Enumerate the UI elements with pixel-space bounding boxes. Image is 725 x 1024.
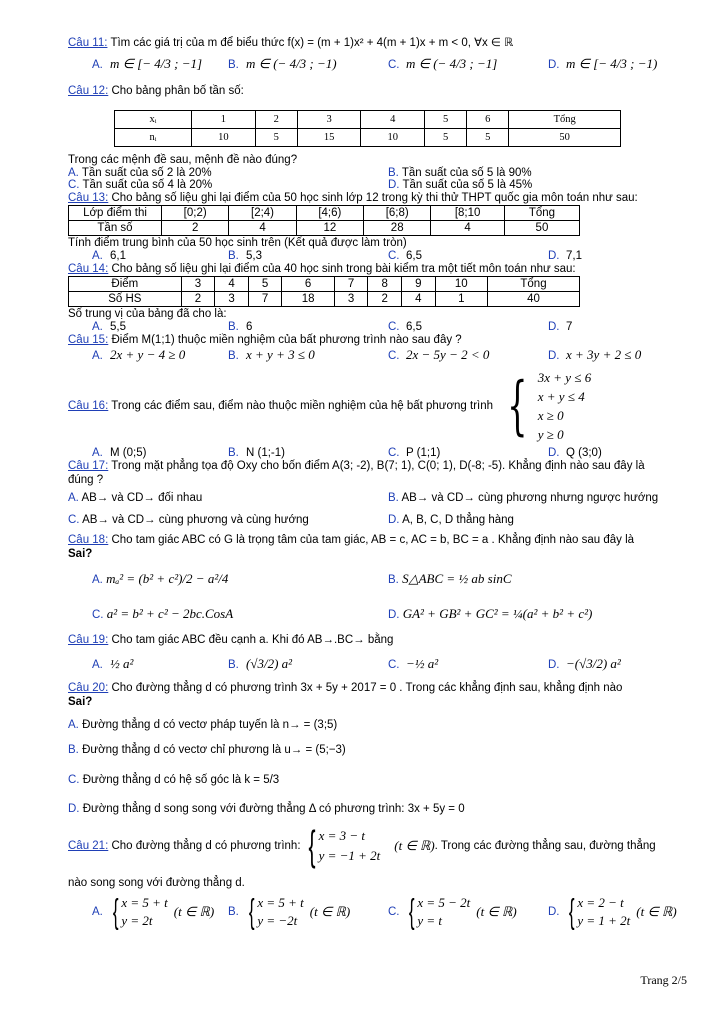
options-13	[92, 250, 688, 262]
option-a: Đường thẳng d có vectơ pháp tuyến là n→ = (3;5)	[82, 719, 338, 731]
table-cell: Số HS	[69, 292, 182, 307]
table-cell: Tổng	[509, 111, 621, 129]
options-21	[92, 890, 688, 934]
question-11	[68, 36, 688, 50]
table-cell: 6	[282, 277, 334, 292]
option-c: C. −½ a²	[388, 656, 439, 671]
inequality-system: { 3x + y ≤ 6 x + y ≤ 4 x ≥ 0 y ≥ 0	[507, 369, 592, 443]
options-11	[92, 56, 688, 82]
table-cell: [6;8)	[364, 206, 431, 221]
option-c: Đường thẳng d có hệ số góc là k = 5/3	[82, 774, 280, 786]
option-b: Tần suất của số 5 là 90%	[401, 167, 532, 179]
question-text: Cho đường thẳng d có phương trình:	[111, 840, 301, 852]
option-c: C. m ∈ (− 4/3 ; −1]	[388, 56, 498, 71]
exam-page: Câu 11: Tìm các giá trị của m để biểu thức f(x) = (m + 1)x² + 4(m + 1)x + m < 0, ∀x ∈ ℝ A. m ∈ [− 4/3 ; −1] B. m ∈ (− 4/3 ; −1) C. m ∈ (− 4/3 ; −1] D. m ∈ [− 4/3 ; −1) Câu 12: Cho bảng phân bố tần số: xᵢ 1 2 3 4 5 6 Tổng nᵢ 10 5 15 10 5 5 50 Trong các mệnh đề sau, mệnh đề nào đúng? A. Tần suất của số 2 là 20% B. Tần suất của số 5 là 90% C. Tần suất của số 4 là 20% D. Tần suất của số 5 là 45% Câu 13: Cho bảng số liệu ghi lại điểm của 50 học sinh lớp 12 trong kỳ thi thử THPT quốc gia môn toán như sau: Lớp điểm thi [0;2) [2;4) [4;6) [6;8) [8;10 Tổng Tần số 2 4 12 28 4 50 Tính điểm trung bình của 50 học sinh trên (Kết quả được làm tròn) A. 6,1 B. 5,3 C. 6,5 D. 7,1 Câu 14: Cho bảng số liệu ghi lại điểm của 40 học sinh trong bài kiểm tra một tiết môn toán như sau: Điểm 3 4 5 6 7 8 9 10 Tổng Số HS 2 3 7 18 3 2 4 1 40 Số trung vị của bảng đã cho là: A. 5,5 B. 6 C. 6,5 D. 7 Câu 15: Điểm M(1;1) thuộc miền nghiệm của bất phương trình nào sau đây ? A. 2x + y − 4 ≥ 0 B. x + y + 3 ≤ 0 C. 2x − 5y − 2 < 0 D. x + 3y + 2 ≤ 0 Câu 16: Trong các điểm sau, điểm nào thuộc miền nghiệm của hệ bất phương trình { 3x + y ≤ 6 x + y ≤ 4 x ≥ 0 y ≥ 0 A. M (0;5) B. N (1;-1) C. P (1;1) D. Q (3;0) Câu 17: Trong mặt phẳng tọa độ Oxy cho bốn điểm A(3; -2), B(7; 1), C(0; 1), D(-8; -5). Khẳng định nào sau đây là đúng ? A. AB→ và CD→ đối nhau B. AB→ và CD→ cùng phương nhưng ngược hướng C. AB→ và CD→ cùng phương và cùng hướng D. A, B, C, D thẳng hàng Câu 18: Cho tam giác ABC có G là trọng tâm của tam giác, AB = c, AC = b, BC = a . Khẳng định nào sau đây là Sai? A. mₐ² = (b² + c²)/2 − a²/4 B. S△ABC = ½ ab sinC C. a² = b² + c² − 2bc.CosA D. GA² + GB² + GC² = ¼(a² + b² + c²) Câu 19: Cho tam giác ABC đều cạnh a. Khi đó AB→.BC→ bằng A. ½ a² B. (√3/2) a² C. −½ a² D. −(√3/2) a² Câu 20: Cho đường thẳng d có phương trình 3x + 5y + 2017 = 0 . Trong các khẳng định sau, khẳng định nào Sai? A. Đường thẳng d có vectơ pháp tuyến là n→ = (3;5) B. Đường thẳng d có vectơ chỉ phương là u→ = (5;−3) C. Đường thẳng d có hệ số góc là k = 5/3 D. Đường thẳng d song song với đường thẳng Δ có phương trình: 3x + 5y = 0 Câu 21: Cho đường thẳng d có phương trình: { x = 3 − t y = −1 + 2t (t ∈ ℝ) . Trong các đường thẳng sau, đường thẳng nào song song với đường thẳng d. A. { x = 5 + t y = 2t (t ∈ ℝ) B. { x = 5 + t y = −2t (t ∈ ℝ) C. { x = 5 − 2t y = t (t ∈ ℝ) D. { x = 2 − t y = 1 + 2t (t ∈ ℝ)	[68, 36, 688, 934]
option-c: C. 2x − 5y − 2 < 0	[388, 347, 490, 362]
table-cell: 3	[215, 292, 249, 307]
option-a: A. { x = 5 + t y = 2t (t ∈ ℝ)	[92, 892, 215, 931]
question-prompt: Tính điểm trung bình của 50 học sinh trên (Kết quả được làm tròn)	[68, 237, 407, 249]
option-b: B. { x = 5 + t y = −2t (t ∈ ℝ)	[228, 892, 351, 931]
question-text: Trong các điểm sau, điểm nào thuộc miền nghiệm của hệ bất phương trình	[111, 400, 494, 412]
score-table-13	[68, 205, 580, 236]
question-text-cont: Sai?	[68, 696, 93, 708]
table-cell: Điểm	[69, 277, 182, 292]
option-b: AB→ và CD→ cùng phương nhưng ngược hướng	[401, 492, 659, 504]
option-d: D. 7	[548, 321, 573, 333]
option-b: B. (√3/2) a²	[228, 656, 293, 671]
question-text: Cho bảng số liệu ghi lại điểm của 40 học sinh trong bài kiểm tra một tiết môn toán như sau:	[111, 263, 576, 275]
table-cell: 28	[364, 221, 431, 236]
option-a: mₐ² = (b² + c²)/2 − a²/4	[106, 571, 229, 586]
table-cell: 2	[368, 292, 402, 307]
table-cell: 5	[467, 129, 509, 147]
question-text: Điểm M(1;1) thuộc miền nghiệm của bất phương trình nào sau đây ?	[111, 334, 462, 346]
question-text-cont: Sai?	[68, 548, 93, 560]
option-d: D. −(√3/2) a²	[548, 656, 621, 671]
table-cell: 18	[282, 292, 334, 307]
option-d: D. m ∈ [− 4/3 ; −1)	[548, 56, 658, 71]
question-text: Cho tam giác ABC đều cạnh a. Khi đó AB→.BC→ bằng	[111, 634, 394, 646]
question-15	[68, 333, 688, 347]
table-cell: 3	[297, 111, 361, 129]
option-d: GA² + GB² + GC² = ¼(a² + b² + c²)	[402, 606, 593, 621]
table-cell: Tổng	[504, 206, 579, 221]
table-cell: 9	[402, 277, 436, 292]
table-cell: 5	[248, 277, 282, 292]
option-c: C. { x = 5 − 2t y = t (t ∈ ℝ)	[388, 892, 517, 931]
option-a: A. ½ a²	[92, 656, 134, 671]
table-cell: xᵢ	[115, 111, 192, 129]
question-number: Câu 12:	[68, 85, 109, 97]
option-d: A, B, C, D thẳng hàng	[402, 514, 514, 526]
option-b: B. x + y + 3 ≤ 0	[228, 347, 315, 362]
option-c: C. 6,5	[388, 321, 422, 333]
table-cell: 3	[334, 292, 368, 307]
option-a: A. 6,1	[92, 250, 126, 262]
option-d: Đường thẳng d song song với đường thẳng Δ có phương trình: 3x + 5y = 0	[82, 803, 465, 815]
table-cell: 5	[425, 111, 467, 129]
table-cell: 1	[435, 292, 487, 307]
option-b: S△ABC = ½ ab sinC	[402, 571, 512, 586]
table-cell: 10	[435, 277, 487, 292]
question-20	[68, 681, 688, 695]
question-number: Câu 20:	[68, 682, 109, 694]
table-cell: [0;2)	[162, 206, 229, 221]
option-a: A. 2x + y − 4 ≥ 0	[92, 347, 186, 362]
option-b: B. N (1;-1)	[228, 447, 285, 459]
table-cell: 12	[296, 221, 363, 236]
table-cell: 4	[215, 277, 249, 292]
table-cell: 50	[504, 221, 579, 236]
question-text: Cho tam giác ABC có G là trọng tâm của tam giác, AB = c, AC = b, BC = a . Khẳng định nào sau đây là	[111, 534, 635, 546]
question-number: Câu 18:	[68, 534, 109, 546]
option-a: A. 5,5	[92, 321, 126, 333]
options-20: A. Đường thẳng d có vectơ pháp tuyến là n→ = (3;5) B. Đường thẳng d có vectơ chỉ phương là u→ = (5;−3) C. Đường thẳng d có hệ số góc là k = 5/3 D. Đường thẳng d song song với đường thẳng Δ có phương trình: 3x + 5y = 0	[68, 719, 465, 815]
option-c: Tần suất của số 4 là 20%	[82, 179, 213, 191]
score-table-14	[68, 276, 580, 307]
option-b: B. 5,3	[228, 250, 262, 262]
frequency-table-12	[114, 110, 621, 147]
table-cell: 10	[192, 129, 256, 147]
option-a: A. M (0;5)	[92, 447, 147, 459]
table-cell: nᵢ	[115, 129, 192, 147]
table-cell: 2	[181, 292, 215, 307]
table-cell: 5	[425, 129, 467, 147]
table-cell: 6	[467, 111, 509, 129]
table-cell: 4	[402, 292, 436, 307]
options-19	[92, 647, 688, 681]
question-text: Cho đường thẳng d có phương trình 3x + 5y + 2017 = 0 . Trong các khẳng định sau, khẳng định nào	[111, 682, 623, 694]
option-d: D. { x = 2 − t y = 1 + 2t (t ∈ ℝ)	[548, 892, 677, 931]
question-12	[68, 84, 688, 98]
question-21: Câu 21: Cho đường thẳng d có phương trình: { x = 3 − t y = −1 + 2t (t ∈ ℝ) . Trong các đường thẳng sau, đường thẳng	[68, 822, 656, 869]
option-a: A. m ∈ [− 4/3 ; −1]	[92, 56, 203, 71]
table-cell: 50	[509, 129, 621, 147]
question-prompt: Số trung vị của bảng đã cho là:	[68, 308, 227, 320]
table-cell: 4	[431, 221, 505, 236]
options-15	[92, 347, 688, 363]
table-cell: [4;6)	[296, 206, 363, 221]
table-cell: [8;10	[431, 206, 505, 221]
question-text-cont: nào song song với đường thẳng d.	[68, 877, 245, 889]
table-cell: 5	[255, 129, 297, 147]
option-c: C. 6,5	[388, 250, 422, 262]
question-number: Câu 15:	[68, 334, 109, 346]
option-c: AB→ và CD→ cùng phương và cùng hướng	[82, 514, 309, 526]
question-text-cont: đúng ?	[68, 474, 104, 486]
table-cell: 40	[488, 292, 580, 307]
option-c: C. P (1;1)	[388, 447, 441, 459]
table-cell: 3	[181, 277, 215, 292]
option-d: D. x + 3y + 2 ≤ 0	[548, 347, 642, 362]
question-number: Câu 14:	[68, 263, 109, 275]
question-text: Cho bảng số liệu ghi lại điểm của 50 học sinh lớp 12 trong kỳ thi thử THPT quốc gia môn toán như sau:	[111, 192, 638, 204]
question-number: Câu 13:	[68, 192, 109, 204]
option-b: B. m ∈ (− 4/3 ; −1)	[228, 56, 337, 71]
question-prompt: Trong các mệnh đề sau, mệnh đề nào đúng?	[68, 154, 298, 166]
table-cell: [2;4)	[229, 206, 296, 221]
table-cell: 4	[361, 111, 425, 129]
option-a: AB→ và CD→ đối nhau	[81, 492, 203, 504]
table-cell: 7	[334, 277, 368, 292]
options-16	[92, 447, 688, 459]
question-number: Câu 17:	[68, 460, 109, 472]
option-b: B. 6	[228, 321, 253, 333]
question-number: Câu 21:	[68, 840, 109, 852]
question-number: Câu 19:	[68, 634, 109, 646]
question-number: Câu 11:	[68, 37, 108, 49]
table-cell: 2	[255, 111, 297, 129]
option-c: a² = b² + c² − 2bc.CosA	[106, 606, 234, 621]
page-number: Trang 2/5	[640, 973, 687, 987]
option-d: Tần suất của số 5 là 45%	[402, 179, 533, 191]
question-14	[68, 262, 688, 276]
option-a: Tần suất của số 2 là 20%	[81, 167, 212, 179]
option-d: D. 7,1	[548, 250, 582, 262]
question-19	[68, 633, 688, 647]
table-cell: 2	[162, 221, 229, 236]
question-17	[68, 459, 688, 473]
question-text: Cho bảng phân bố tần số:	[111, 85, 244, 97]
question-13	[68, 191, 688, 205]
question-number: Câu 16:	[68, 400, 109, 412]
option-b: Đường thẳng d có vectơ chỉ phương là u→ = (5;−3)	[82, 744, 346, 756]
question-text: Trong mặt phẳng tọa độ Oxy cho bốn điểm A(3; -2), B(7; 1), C(0; 1), D(-8; -5). Khẳng định nào sau đây là	[111, 460, 645, 472]
option-d: D. Q (3;0)	[548, 447, 602, 459]
table-cell: Tổng	[488, 277, 580, 292]
table-cell: Tần số	[69, 221, 162, 236]
table-cell: 10	[361, 129, 425, 147]
table-cell: 4	[229, 221, 296, 236]
table-cell: 8	[368, 277, 402, 292]
table-cell: 15	[297, 129, 361, 147]
table-cell: 1	[192, 111, 256, 129]
table-cell: Lớp điểm thi	[69, 206, 162, 221]
question-18	[68, 533, 688, 547]
question-16	[68, 367, 688, 445]
options-14	[92, 321, 688, 333]
table-cell: 7	[248, 292, 282, 307]
question-text: Tìm các giá trị của m để biểu thức f(x) = (m + 1)x² + 4(m + 1)x + m < 0, ∀x ∈ ℝ	[110, 37, 514, 49]
